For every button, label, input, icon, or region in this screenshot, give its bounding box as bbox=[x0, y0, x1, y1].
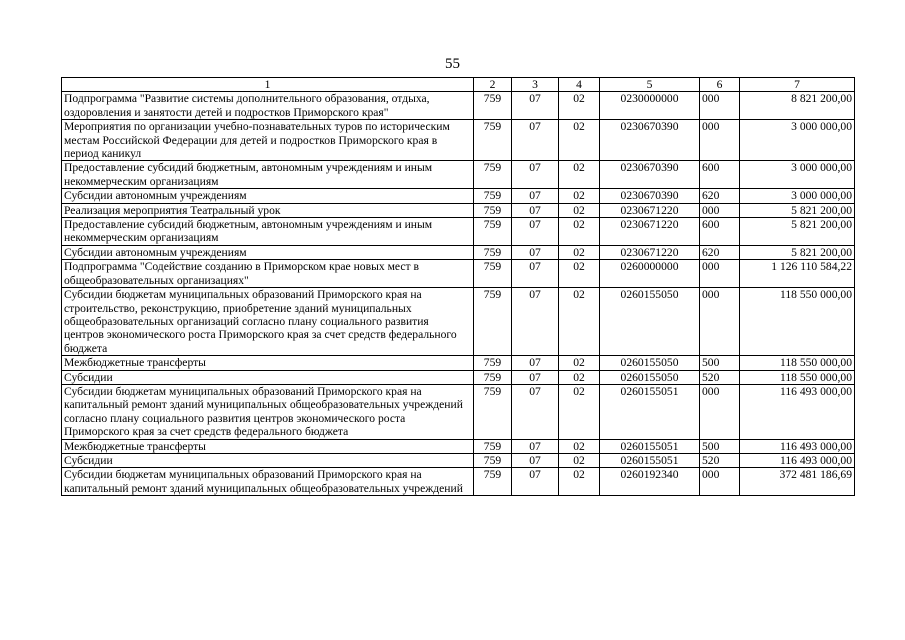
target-article-code-cell: 0230670390 bbox=[600, 189, 700, 203]
row-name-cell: Межбюджетные трансферты bbox=[62, 356, 474, 370]
amount-cell: 5 821 200,00 bbox=[740, 245, 855, 259]
ministry-code-cell: 759 bbox=[474, 453, 512, 467]
table-body bbox=[62, 92, 855, 496]
header-cell: 4 bbox=[559, 78, 600, 92]
subsection-code-cell: 02 bbox=[559, 260, 600, 288]
subsection-code-cell: 02 bbox=[559, 218, 600, 246]
section-code-cell: 07 bbox=[512, 356, 559, 370]
row-name-cell: Подпрограмма "Развитие системы дополнительного образования, отдыха, оздоровления и занятости детей и подростков Приморского края" bbox=[62, 92, 474, 120]
table-row bbox=[62, 384, 855, 439]
table-row bbox=[62, 439, 855, 453]
table-row bbox=[62, 161, 855, 189]
expense-type-code-cell: 620 bbox=[700, 189, 740, 203]
ministry-code-cell: 759 bbox=[474, 92, 512, 120]
ministry-code-cell: 759 bbox=[474, 370, 512, 384]
target-article-code-cell: 0260155050 bbox=[600, 288, 700, 356]
expense-type-code-cell: 600 bbox=[700, 218, 740, 246]
table-row bbox=[62, 245, 855, 259]
row-name-cell: Мероприятия по организации учебно-познавательных туров по историческим местам Российской Федерации для детей и подростков Приморского края в период каникул bbox=[62, 120, 474, 161]
ministry-code-cell: 759 bbox=[474, 218, 512, 246]
expense-type-code-cell: 000 bbox=[700, 384, 740, 439]
table-row bbox=[62, 189, 855, 203]
expense-type-code-cell: 520 bbox=[700, 370, 740, 384]
amount-cell: 3 000 000,00 bbox=[740, 161, 855, 189]
table-row bbox=[62, 203, 855, 217]
header-cell: 7 bbox=[740, 78, 855, 92]
table-row bbox=[62, 92, 855, 120]
expense-type-code-cell: 000 bbox=[700, 120, 740, 161]
budget-table bbox=[61, 77, 855, 496]
ministry-code-cell: 759 bbox=[474, 260, 512, 288]
table-row bbox=[62, 218, 855, 246]
section-code-cell: 07 bbox=[512, 203, 559, 217]
subsection-code-cell: 02 bbox=[559, 120, 600, 161]
expense-type-code-cell: 500 bbox=[700, 356, 740, 370]
ministry-code-cell: 759 bbox=[474, 189, 512, 203]
expense-type-code-cell: 600 bbox=[700, 161, 740, 189]
subsection-code-cell: 02 bbox=[559, 370, 600, 384]
section-code-cell: 07 bbox=[512, 161, 559, 189]
subsection-code-cell: 02 bbox=[559, 468, 600, 496]
ministry-code-cell: 759 bbox=[474, 356, 512, 370]
target-article-code-cell: 0260155050 bbox=[600, 370, 700, 384]
table-row bbox=[62, 120, 855, 161]
target-article-code-cell: 0230670390 bbox=[600, 161, 700, 189]
ministry-code-cell: 759 bbox=[474, 384, 512, 439]
section-code-cell: 07 bbox=[512, 453, 559, 467]
target-article-code-cell: 0260000000 bbox=[600, 260, 700, 288]
expense-type-code-cell: 000 bbox=[700, 260, 740, 288]
section-code-cell: 07 bbox=[512, 245, 559, 259]
subsection-code-cell: 02 bbox=[559, 92, 600, 120]
page-number: 55 bbox=[445, 56, 460, 72]
row-name-cell: Реализация мероприятия Театральный урок bbox=[62, 203, 474, 217]
header-cell: 2 bbox=[474, 78, 512, 92]
header-cell: 1 bbox=[62, 78, 474, 92]
section-code-cell: 07 bbox=[512, 384, 559, 439]
expense-type-code-cell: 000 bbox=[700, 468, 740, 496]
ministry-code-cell: 759 bbox=[474, 245, 512, 259]
header-cell: 5 bbox=[600, 78, 700, 92]
row-name-cell: Субсидии автономным учреждениям bbox=[62, 245, 474, 259]
ministry-code-cell: 759 bbox=[474, 161, 512, 189]
row-name-cell: Субсидии бюджетам муниципальных образований Приморского края на капитальный ремонт зданий муниципальных общеобразовательных учреждений согласно плану социального развития центров экономического роста Приморского края за счет средств федерального бюджета bbox=[62, 384, 474, 439]
section-code-cell: 07 bbox=[512, 468, 559, 496]
row-name-cell: Межбюджетные трансферты bbox=[62, 439, 474, 453]
ministry-code-cell: 759 bbox=[474, 203, 512, 217]
subsection-code-cell: 02 bbox=[559, 453, 600, 467]
section-code-cell: 07 bbox=[512, 439, 559, 453]
table-header bbox=[62, 78, 855, 92]
table-row bbox=[62, 370, 855, 384]
amount-cell: 118 550 000,00 bbox=[740, 370, 855, 384]
expense-type-code-cell: 500 bbox=[700, 439, 740, 453]
subsection-code-cell: 02 bbox=[559, 384, 600, 439]
section-code-cell: 07 bbox=[512, 260, 559, 288]
amount-cell: 3 000 000,00 bbox=[740, 189, 855, 203]
amount-cell: 8 821 200,00 bbox=[740, 92, 855, 120]
amount-cell: 116 493 000,00 bbox=[740, 384, 855, 439]
table-row bbox=[62, 260, 855, 288]
amount-cell: 5 821 200,00 bbox=[740, 218, 855, 246]
expense-type-code-cell: 000 bbox=[700, 288, 740, 356]
target-article-code-cell: 0260155051 bbox=[600, 439, 700, 453]
amount-cell: 1 126 110 584,22 bbox=[740, 260, 855, 288]
target-article-code-cell: 0230671220 bbox=[600, 203, 700, 217]
amount-cell: 372 481 186,69 bbox=[740, 468, 855, 496]
ministry-code-cell: 759 bbox=[474, 468, 512, 496]
row-name-cell: Субсидии bbox=[62, 370, 474, 384]
target-article-code-cell: 0260192340 bbox=[600, 468, 700, 496]
row-name-cell: Предоставление субсидий бюджетным, автономным учреждениям и иным некоммерческим организациям bbox=[62, 218, 474, 246]
ministry-code-cell: 759 bbox=[474, 120, 512, 161]
target-article-code-cell: 0260155050 bbox=[600, 356, 700, 370]
table-row bbox=[62, 453, 855, 467]
section-code-cell: 07 bbox=[512, 370, 559, 384]
row-name-cell: Субсидии автономным учреждениям bbox=[62, 189, 474, 203]
header-cell: 3 bbox=[512, 78, 559, 92]
section-code-cell: 07 bbox=[512, 92, 559, 120]
target-article-code-cell: 0230670390 bbox=[600, 120, 700, 161]
section-code-cell: 07 bbox=[512, 120, 559, 161]
amount-cell: 116 493 000,00 bbox=[740, 439, 855, 453]
ministry-code-cell: 759 bbox=[474, 439, 512, 453]
amount-cell: 116 493 000,00 bbox=[740, 453, 855, 467]
subsection-code-cell: 02 bbox=[559, 288, 600, 356]
target-article-code-cell: 0260155051 bbox=[600, 384, 700, 439]
table-row bbox=[62, 356, 855, 370]
row-name-cell: Субсидии бюджетам муниципальных образований Приморского края на капитальный ремонт зданий муниципальных общеобразовательных учреждений bbox=[62, 468, 474, 496]
target-article-code-cell: 0230671220 bbox=[600, 218, 700, 246]
amount-cell: 5 821 200,00 bbox=[740, 203, 855, 217]
expense-type-code-cell: 000 bbox=[700, 203, 740, 217]
target-article-code-cell: 0230671220 bbox=[600, 245, 700, 259]
table-row bbox=[62, 468, 855, 496]
header-cell: 6 bbox=[700, 78, 740, 92]
target-article-code-cell: 0230000000 bbox=[600, 92, 700, 120]
subsection-code-cell: 02 bbox=[559, 161, 600, 189]
subsection-code-cell: 02 bbox=[559, 245, 600, 259]
row-name-cell: Субсидии бюджетам муниципальных образований Приморского края на строительство, реконструкцию, приобретение зданий муниципальных общеобразовательных организаций согласно плану социального развития центров экономического роста Приморского края за счет средств федерального бюджета bbox=[62, 288, 474, 356]
expense-type-code-cell: 000 bbox=[700, 92, 740, 120]
target-article-code-cell: 0260155051 bbox=[600, 453, 700, 467]
row-name-cell: Подпрограмма "Содействие созданию в Приморском крае новых мест в общеобразовательных организациях" bbox=[62, 260, 474, 288]
table-row bbox=[62, 288, 855, 356]
amount-cell: 118 550 000,00 bbox=[740, 288, 855, 356]
amount-cell: 118 550 000,00 bbox=[740, 356, 855, 370]
subsection-code-cell: 02 bbox=[559, 439, 600, 453]
section-code-cell: 07 bbox=[512, 288, 559, 356]
ministry-code-cell: 759 bbox=[474, 288, 512, 356]
section-code-cell: 07 bbox=[512, 189, 559, 203]
subsection-code-cell: 02 bbox=[559, 356, 600, 370]
subsection-code-cell: 02 bbox=[559, 189, 600, 203]
header-row bbox=[62, 78, 855, 92]
amount-cell: 3 000 000,00 bbox=[740, 120, 855, 161]
row-name-cell: Предоставление субсидий бюджетным, автономным учреждениям и иным некоммерческим организациям bbox=[62, 161, 474, 189]
expense-type-code-cell: 620 bbox=[700, 245, 740, 259]
row-name-cell: Субсидии bbox=[62, 453, 474, 467]
subsection-code-cell: 02 bbox=[559, 203, 600, 217]
expense-type-code-cell: 520 bbox=[700, 453, 740, 467]
section-code-cell: 07 bbox=[512, 218, 559, 246]
